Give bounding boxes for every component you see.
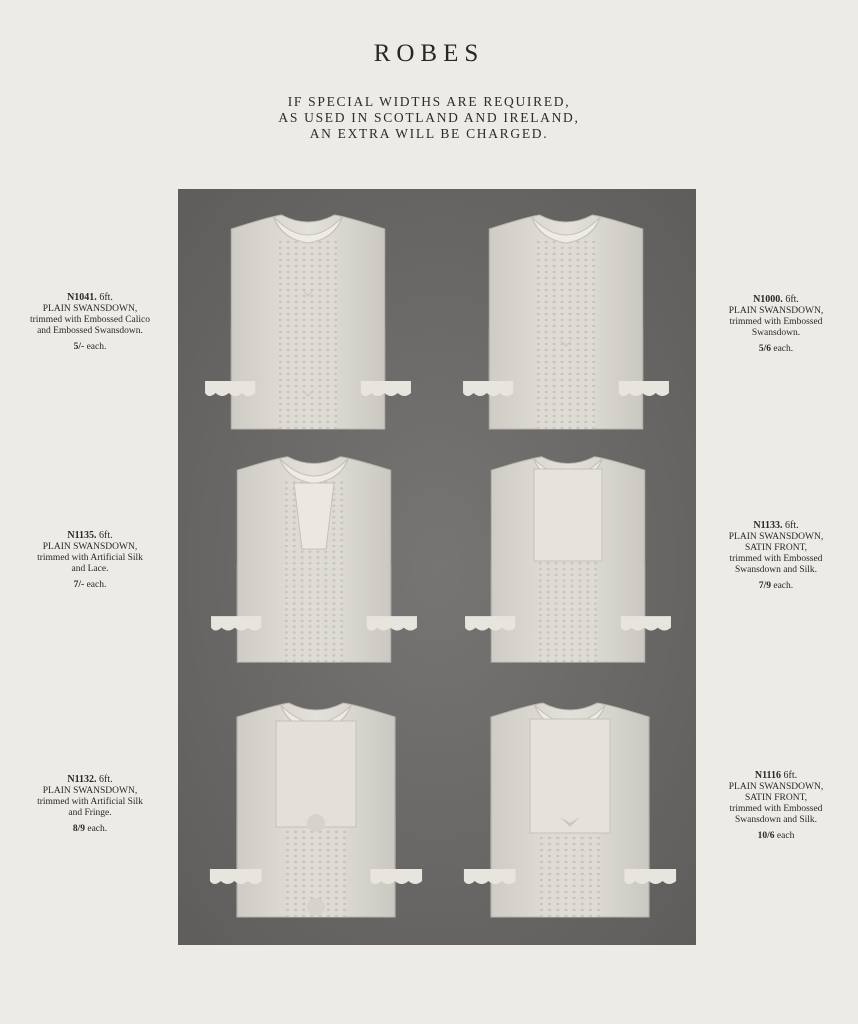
product-code: N1133. <box>753 520 783 531</box>
product-length: 6ft. <box>783 770 798 781</box>
product-code: N1116 <box>754 770 781 781</box>
robe-photo-n1133 <box>465 457 671 662</box>
product-price: 5/6 <box>758 344 771 354</box>
product-length: 6ft. <box>99 292 113 303</box>
product-n1041 <box>10 292 170 353</box>
robe-photo-n1041 <box>205 215 411 429</box>
price-unit: each. <box>773 581 794 591</box>
robes-illustration <box>178 189 696 945</box>
page-title: ROBES <box>373 40 485 67</box>
notice-line-3: AN EXTRA WILL BE CHARGED. <box>309 126 549 141</box>
product-desc-line: and Fringe. <box>68 808 112 818</box>
product-code: N1132. <box>67 774 97 785</box>
product-price: 7/- <box>73 580 85 590</box>
product-material: SATIN FRONT, <box>744 543 808 553</box>
product-price: 8/9 <box>72 824 85 834</box>
product-desc-line: trimmed with Embossed <box>729 804 823 814</box>
price-unit: each. <box>86 580 107 590</box>
price-unit: each <box>776 831 795 841</box>
product-material: PLAIN SWANSDOWN, <box>42 304 138 314</box>
robe-photo-n1116 <box>464 703 676 917</box>
product-desc-line: trimmed with Artificial Silk <box>37 797 143 807</box>
product-length: 6ft. <box>785 294 799 305</box>
product-material: SATIN FRONT, <box>744 793 808 803</box>
product-price: 5/- <box>73 342 85 352</box>
product-material: PLAIN SWANSDOWN, <box>42 542 138 552</box>
product-desc-line: and Embossed Swansdown. <box>37 326 143 336</box>
product-material: PLAIN SWANSDOWN, <box>728 782 824 792</box>
robe-photo-n1000 <box>463 215 669 429</box>
product-code: N1041. <box>67 292 97 303</box>
widths-notice <box>0 94 858 142</box>
price-unit: each. <box>86 342 107 352</box>
notice-line-2: AS USED IN SCOTLAND AND IRELAND, <box>278 110 580 125</box>
product-desc-line: Swansdown. <box>751 328 801 338</box>
product-material: PLAIN SWANSDOWN, <box>728 306 824 316</box>
product-desc-line: Swansdown and Silk. <box>734 565 818 575</box>
product-n1132 <box>10 774 170 835</box>
notice-line-1: IF SPECIAL WIDTHS ARE REQUIRED, <box>287 94 571 109</box>
product-code: N1135. <box>67 530 97 541</box>
product-desc-line: Swansdown and Silk. <box>734 815 818 825</box>
product-desc-line: trimmed with Embossed <box>729 317 823 327</box>
product-desc-line: trimmed with Artificial Silk <box>37 553 143 563</box>
robes-photograph <box>178 189 696 945</box>
price-unit: each. <box>87 824 108 834</box>
price-unit: each. <box>773 344 794 354</box>
product-price: 10/6 <box>757 831 775 841</box>
product-desc-line: and Lace. <box>71 564 109 574</box>
robe-photo-n1135 <box>211 457 417 662</box>
product-material: PLAIN SWANSDOWN, <box>728 532 824 542</box>
product-price: 7/9 <box>758 581 771 591</box>
product-desc-line: trimmed with Embossed Calico <box>29 315 151 325</box>
product-n1133 <box>696 520 856 592</box>
product-length: 6ft. <box>99 530 113 541</box>
product-n1135 <box>10 530 170 591</box>
product-code: N1000. <box>753 294 783 305</box>
product-n1000 <box>696 294 856 355</box>
product-length: 6ft. <box>785 520 799 531</box>
product-desc-line: trimmed with Embossed <box>729 554 823 564</box>
product-n1116 <box>696 770 856 842</box>
product-length: 6ft. <box>99 774 113 785</box>
product-material: PLAIN SWANSDOWN, <box>42 786 138 796</box>
robe-photo-n1132 <box>210 703 422 917</box>
